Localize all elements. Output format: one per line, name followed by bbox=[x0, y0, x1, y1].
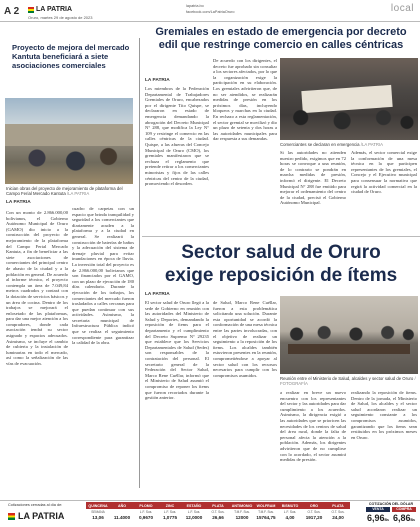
contact-line-2[interactable]: facebook.com/LaPatriaOruro bbox=[186, 10, 235, 14]
ticker-value-0: 13,06 bbox=[92, 515, 104, 520]
top-story-col-3: Si las autoridades no atienden nuestro pedido, exigimos que en 72 horas se convoque a una reunión, de lo contrario se pondrán en marcha medidas de presión, informó el dirigente. El Decreto Municipal N° 288 fue emitido para mejorar el ordenamiento del centro de la ciudad, precisó el Gobierno Autónomo Municipal. bbox=[280, 150, 346, 206]
ticker-value-2: 0,9670 bbox=[138, 515, 154, 520]
ticker-logo bbox=[8, 511, 78, 523]
fx-sell-label: COMPRA bbox=[392, 507, 416, 512]
brand-logo bbox=[28, 6, 80, 15]
top-story-col-2: De acuerdo con los dirigentes, el decreto fue aprobado sin consultar a los sectores afectados, por lo que la organización exige la participación en su elaboración. Los gremiales advirtieron que, de no ser atendidos, se realizarán medidas de presión en los próximos días, incluyendo bloqueos y marchas en la ciudad. En rechazo a esta reglamentación, el sector gremial se movilizó y dio un plazo de setenta y dos horas a las autoridades municipales para dar respuesta a sus demandas. bbox=[213, 58, 277, 142]
ticker-head-10: PLATA bbox=[326, 502, 350, 509]
ticker-head-4: ESTAÑO bbox=[182, 502, 206, 509]
left-story-col-2: cuadro de carpetas con un espacio que brinda tranquilidad y seguridad a los comerciantes que diariamente acuden a la plataforma y a la ciudad en general. Se realizará la construcción de baterías de baños y la adecuación del sistema de drenaje pluvial para evitar inundaciones en época de lluvia. La inversión total del proyecto es de 2.866.000,00 bolivianos que son financiados por el GAMO, con un plazo de ejecución de 180 días calendario. Durante la ejecución de los trabajos, los comerciantes del mercado fueron trasladados a calles cercanas para que puedan continuar con sus actividades. Asimismo, la secretaria municipal de Infraestructura Pública indicó que se realiza el seguimiento correspondiente para garantizar la calidad de la obra. bbox=[72, 206, 134, 346]
page-header bbox=[0, 0, 420, 22]
ticker-subhead-6: T.M.F. Sus. bbox=[234, 509, 250, 514]
ticker-brand: LA PATRIA bbox=[18, 511, 65, 521]
top-story-title[interactable]: Gremiales en estado de emergencia por decreto edil que restringe comercio en calles céntricas bbox=[155, 26, 407, 51]
ticker-flag-icon bbox=[8, 513, 15, 520]
fx-label: COTIZACIÓN DEL DÓLAR bbox=[368, 502, 414, 506]
protest-crowd bbox=[280, 108, 418, 140]
left-story-title[interactable]: Proyecto de mejora del mercado Kantuta beneficiará a siete asociaciones comerciales bbox=[12, 43, 130, 70]
ticker-subhead-9: O.T. Sus. bbox=[307, 509, 321, 514]
left-photo-caption bbox=[6, 186, 134, 196]
fx-buy-currency: Bs bbox=[384, 518, 389, 522]
page-number: A 2 bbox=[4, 6, 20, 17]
bottom-photo-caption bbox=[280, 376, 418, 386]
top-story-col-1: Los miembros de la Federación Departamental de Trabajadores Gremiales de Oruro, encabezados por el dirigente Tito Quispe, se declararon en estado de emergencia demandando la abrogación del Decreto Municipal N° 288, que modifica la Ley N° 109 y restringe el comercio en las calles céntricas de la ciudad. Quispe, a las afueras del Concejo Municipal de Oruro (CMO), los gremiales manifestaron que se rechaza el reglamento que pretende retirar a los comerciantes minoristas y fijos de las calles céntricas del centro de la ciudad, promoviendo el desorden. bbox=[145, 86, 209, 187]
fx-buy-number: 6,96 bbox=[366, 513, 385, 523]
health-meeting-photo bbox=[280, 296, 418, 374]
ticker-head-5: PLATA bbox=[206, 502, 230, 509]
top-photo-caption bbox=[280, 142, 418, 147]
ticker-value-9: 1917,20 bbox=[305, 515, 323, 520]
ticker-value-row bbox=[86, 514, 350, 521]
fx-buy-value bbox=[366, 513, 390, 523]
bottom-story bbox=[142, 240, 420, 498]
ticker-value-10: 24,00 bbox=[332, 515, 344, 520]
top-story-col-4: Además, el sector comercial exige la conformación de una mesa técnica en la que participen representantes de los gremiales, el Concejo y el Ejecutivo municipal para consensuar la normativa que regirá la actividad comercial en la ciudad de Oruro. bbox=[351, 150, 417, 195]
left-photo-caption-text: Inician obras del proyecto de mejoramiento de plataforma del Campo Ferial Mercado Kantuta bbox=[6, 186, 123, 197]
bottom-story-col-2: de Salud, Marco Rene Cuéllar, fueron a esta problemática solicitando una solución. Durante esta oportunidad se acordó la conformación de una mesa técnica entre las partes involucradas, con el objetivo de realizar un seguimiento a la reposición de los ítems. Los alcaldes también estuvieron presentes en la reunión, comprometiéndose a apoyar al sector salud con los recursos necesarios para cumplir con los compromisos asumidos. bbox=[213, 300, 277, 378]
photo-building bbox=[5, 124, 133, 146]
header-rule bbox=[0, 21, 420, 22]
protest-photo bbox=[280, 58, 418, 140]
meeting-people bbox=[280, 322, 418, 352]
ticker-head-6: ANTIMONIO bbox=[231, 503, 253, 508]
top-photo-caption-text: Comerciantes se declaran en emergencia bbox=[280, 142, 360, 147]
ticker-head-2: PLOMO bbox=[134, 502, 158, 509]
left-photo-credit: /LA PATRIA bbox=[66, 191, 90, 197]
contact-line-1[interactable]: lapatria.bo bbox=[186, 4, 204, 8]
left-story bbox=[0, 38, 140, 498]
top-story bbox=[142, 26, 420, 236]
photo-crowd bbox=[15, 146, 125, 176]
bottom-story-byline: LA PATRIA bbox=[145, 292, 170, 297]
top-story-byline: LA PATRIA bbox=[145, 78, 170, 83]
left-story-byline: LA PATRIA bbox=[6, 200, 31, 205]
ticker-subhead-10: O.T. Sus. bbox=[331, 509, 345, 514]
ticker-subhead-0: SEMANA bbox=[91, 509, 105, 514]
ticker-subhead-3: L.F. Sus. bbox=[163, 509, 177, 514]
market-ticker bbox=[0, 500, 420, 527]
bottom-photo-caption-text: Reunión entre el Ministerio de Salud, alcaldes y sector salud de Oruro bbox=[280, 376, 414, 381]
bottom-story-title-line-1[interactable]: Sector salud de Oruro bbox=[181, 242, 381, 263]
ticker-value-8: 4,00 bbox=[285, 515, 295, 520]
left-column-divider bbox=[139, 38, 140, 488]
bottom-story-col-1: El sector salud de Oruro llegó a la sede de Gobierno en reunión con las autoridades del Ministerio de Salud y Deportes, demandando la reposición de ítems para el departamento y el cumplimiento del Decreto Supremo N° 29235 que establece que los Servicios Departamentales de Salud (Sedes) son responsables de la contratación del personal. El secretario general de la Federación del Sector Salud, Marco Rene Cuéllar, informó que el Ministerio de Salud asumió el compromiso de reponer los ítems que fueron recortados durante la gestión anterior. bbox=[145, 300, 209, 401]
ticker-head-1: AÑO bbox=[110, 502, 134, 509]
ticker-subhead-8: L.F. Sus. bbox=[283, 509, 297, 514]
bottom-photo-credit: / FOTOGRAFÍA bbox=[280, 376, 416, 387]
mid-divider bbox=[142, 236, 420, 237]
ticker-subhead-2: L.F. Sus. bbox=[139, 509, 153, 514]
ticker-value-4: 12,0000 bbox=[185, 515, 203, 520]
ticker-subhead-4: L.F. Sus. bbox=[187, 509, 201, 514]
ticker-head-8: BISMUTO bbox=[278, 502, 302, 509]
ticker-label: Cotizaciones cerradas al día de: bbox=[8, 503, 63, 507]
fx-box bbox=[364, 502, 418, 527]
ticker-head-row bbox=[86, 502, 350, 509]
ticker-subhead-5: O.T. Sus. bbox=[211, 509, 225, 514]
dateline: Oruro, martes 29 de agosto de 2023 bbox=[28, 15, 93, 20]
ticker-head-3: ZINC bbox=[158, 502, 182, 509]
left-story-col-1: Con un monto de 2.866.000,00 bolivianos, el Gobierno Autónomo Municipal de Oruro (GAMO) dio inicio a la construcción del proyecto de mejoramiento de la plataforma del Campo Ferial Mercado Kantuta, a fin de beneficiar a las siete asociaciones de comerciantes del principal centro de abasto de la ciudad y a la población en general. De acuerdo al informe técnico, el proyecto contempla un área de 7.049,84 metros cuadrados y contará con la dotación de servicios básicos y un área de cocina. Dentro de los trabajos se mejorará el enlosetado de las plataformas, para dar una mejor atención a los compradores, donde cada asociación tendrá su sector asignado y espacios adecuados. Asimismo, se incluye el cambio de cubierta y la instalación de luminarias en todo el mercado, así como la señalización de las vías de evacuación. bbox=[6, 210, 68, 367]
ticker-value-5: 26,66 bbox=[212, 515, 224, 520]
bottom-story-col-4: realizando la reposición de ítems. Dentro de la jornada, el Ministerio de Salud, los alcaldes y el sector salud acordaron realizar un seguimiento constante a los compromisos asumidos, garantizando que los ítems sean restituidos en los próximos meses en Oruro. bbox=[351, 390, 417, 440]
ticker-head-9: ORO bbox=[302, 502, 326, 509]
fx-sell-currency: Bs bbox=[410, 518, 415, 522]
kantuta-market-photo bbox=[5, 98, 133, 184]
bottom-story-col-3: a realizar en breve un nuevo encuentro con los representantes del sector y las autoridades para dar cumplimiento a los acuerdos. Asimismo, la dirigencia exigió a las autoridades que se prioricen las necesidades de los centros de salud del área rural, donde la falta de personal afecta la atención a la población. Además, los dirigentes advirtieron que de no cumplirse con lo acordado, el sector asumirá medidas de presión. bbox=[280, 390, 346, 463]
fx-buy-label: VENTA bbox=[366, 507, 390, 512]
section-label: local bbox=[390, 3, 414, 14]
ticker-value-6: 12000 bbox=[235, 515, 249, 520]
fx-sell-number: 6,86 bbox=[392, 513, 411, 523]
top-photo-credit: /LA PATRIA bbox=[360, 142, 384, 147]
bottom-story-title-line-2[interactable]: exige reposición de ítems bbox=[164, 265, 398, 286]
flag-icon bbox=[28, 7, 34, 13]
ticker-value-7: 15764,75 bbox=[256, 515, 276, 520]
ticker-head-7: WOLFRAM bbox=[254, 502, 278, 509]
fx-sell-value bbox=[392, 513, 416, 523]
ticker-head-0: QUINCENA bbox=[86, 502, 110, 509]
brand-name: LA PATRIA bbox=[36, 6, 73, 13]
ticker-value-1: 11.4000 bbox=[113, 515, 131, 520]
ticker-table bbox=[86, 502, 350, 521]
ticker-value-3: 1,0775 bbox=[162, 515, 178, 520]
ticker-subhead-7: T.M.F. Sus. bbox=[258, 509, 274, 514]
